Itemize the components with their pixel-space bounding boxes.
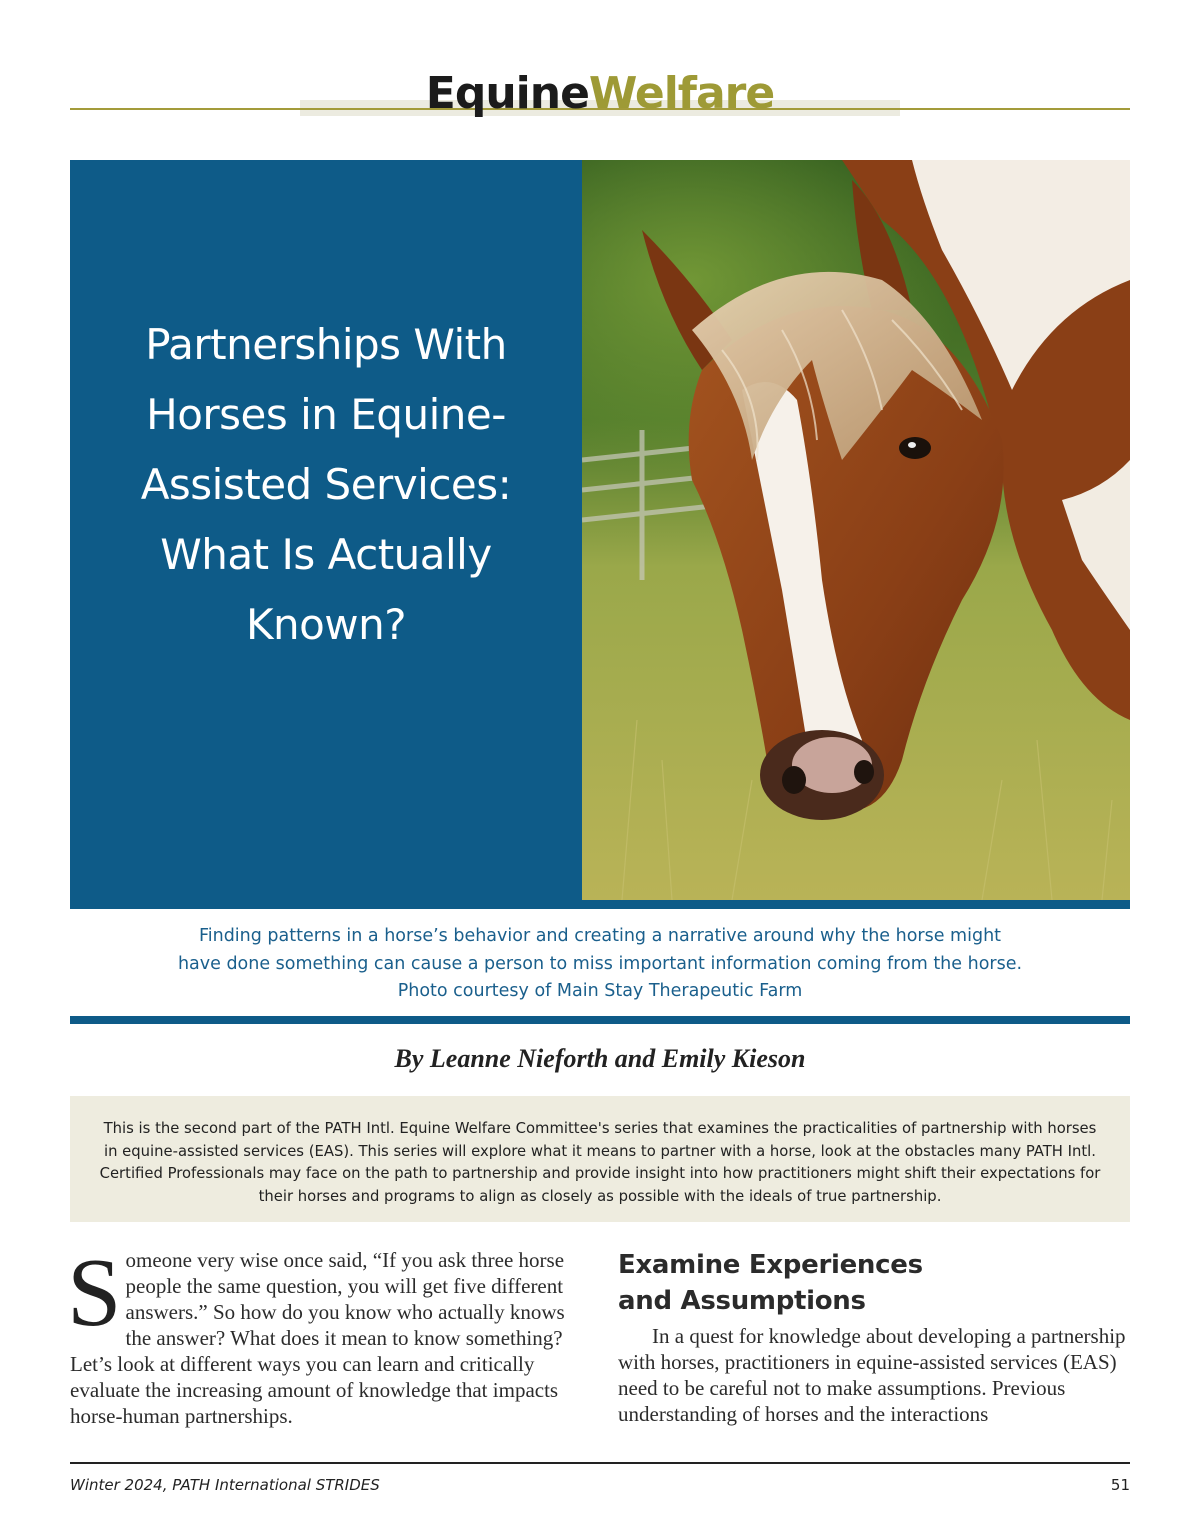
photo-caption — [70, 923, 1130, 1006]
caption-line-1: Finding patterns in a horse’s behavior and creating a narrative around why the horse might — [198, 926, 1002, 946]
drop-cap: S — [67, 1239, 122, 1347]
byline: By Leanne Nieforth and Emily Kieson — [394, 1044, 806, 1073]
hero-title-panel — [70, 160, 582, 909]
section-header — [70, 60, 1130, 120]
hero — [70, 160, 1130, 909]
article-title: Partnerships With Horses in Equine-Assisted Services: What Is Actually Known? — [140, 319, 512, 649]
section-title-part2: Welfare — [588, 68, 775, 119]
intro-box: This is the second part of the PATH Intl. Equine Welfare Committee's series that examines the practicalities of partnership with horses in equine-assisted services (EAS). This series will explore what it means to partner with a horse, look at the obstacles many PATH Intl. Certified Professionals may face on the path to partnership and provide insight into how practitioners might shift their expectations for their horses and programs to align as closely as possible with the ideals of true partnership. — [70, 1096, 1130, 1222]
subheading-line-1: Examine Experiences — [618, 1250, 923, 1280]
section-title-part1: Equine — [425, 68, 589, 119]
hero-photo — [582, 160, 1130, 900]
caption-line-2: have done something can cause a person to miss important information coming from the horse. — [177, 953, 1023, 974]
subheading — [618, 1247, 1133, 1319]
left-column — [67, 1239, 582, 1429]
footer-rule — [70, 1462, 1130, 1464]
horse-photo-illustration — [582, 160, 1130, 900]
subheading-line-2: and Assumptions — [618, 1286, 866, 1316]
caption-divider — [70, 1016, 1130, 1024]
section-paragraph: In a quest for knowledge about developing a partnership with horses, practitioners in equine-assisted services (EAS) need to be careful not to make assumptions. Previous understanding of horses and the interactions — [618, 1324, 1126, 1426]
opening-paragraph — [67, 1239, 582, 1429]
right-column — [618, 1247, 1133, 1427]
hero-bottom-bar — [70, 900, 1130, 909]
photo-credit: Photo courtesy of Main Stay Therapeutic Farm — [397, 981, 803, 1001]
opening-paragraph-text: omeone very wise once said, “If you ask three horse people the same question, you will get five different answers.” So how do you know who actually knows the answer? What does it mean to know something? Let’s look at different ways you can learn and critically evaluate the increasing amount of knowledge that impacts horse-human partnerships. — [70, 1248, 565, 1428]
section-title — [70, 66, 1130, 122]
footer-issue: Winter 2024, PATH International STRIDES — [70, 1476, 380, 1494]
page-number: 51 — [1110, 1476, 1130, 1494]
